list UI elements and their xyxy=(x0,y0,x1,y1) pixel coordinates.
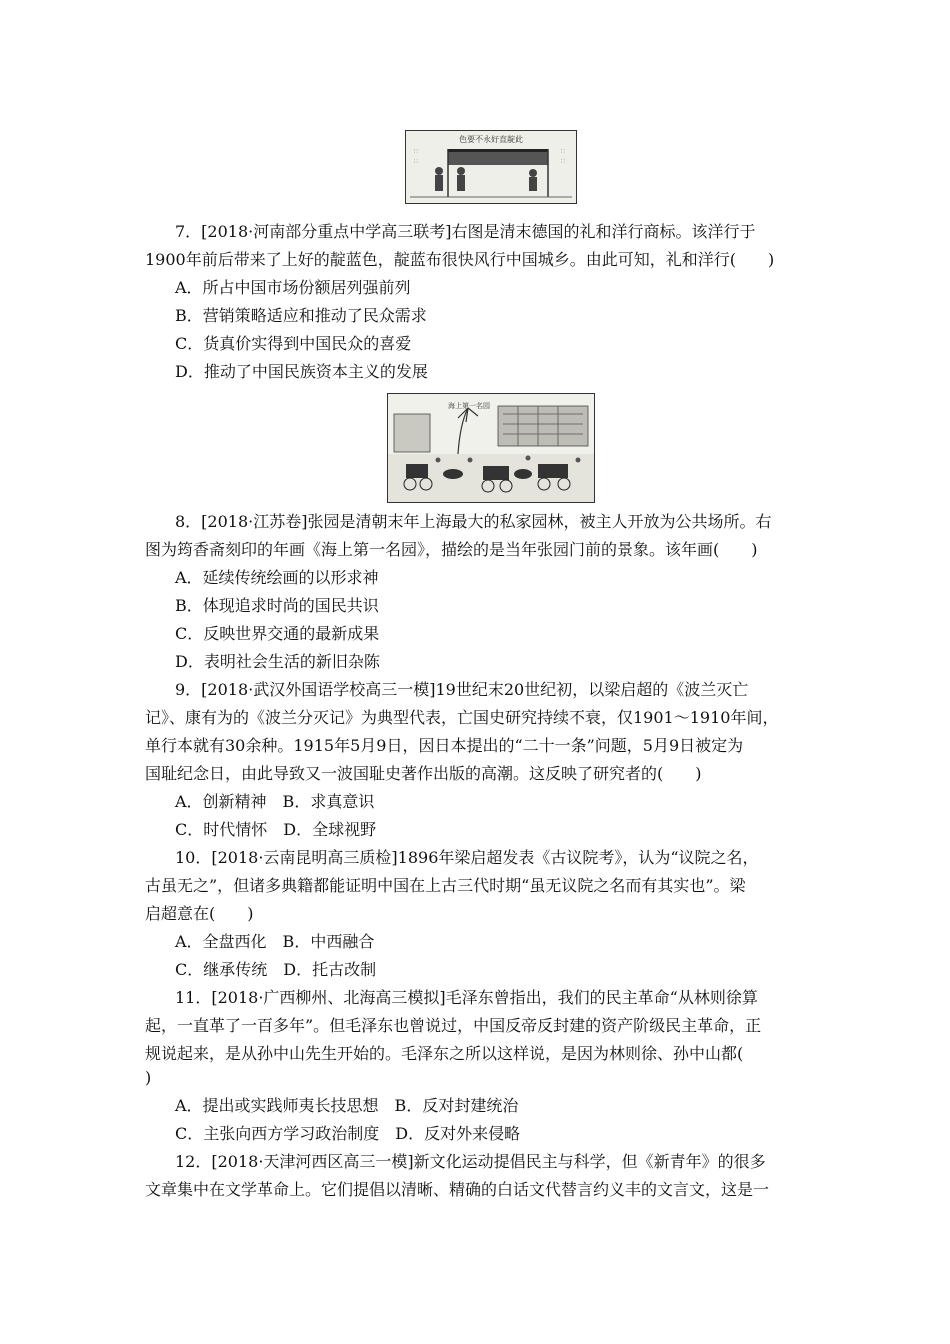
answer-option: A．提出或实践师夷长技思想 B．反对封建统治 xyxy=(175,1096,519,1115)
question-text-line: 古虽无之”，但诸多典籍都能证明中国在上古三代时期“虽无议院之名而有其实也”。梁 xyxy=(145,876,746,895)
question-text-line: 启超意在( ) xyxy=(145,904,254,923)
question-text-line: 记》、康有为的《波兰分灭记》为典型代表，亡国史研究持续不衰，仅1901～1910年间， xyxy=(145,708,779,727)
question-text-line: 1900年前后带来了上好的靛蓝色，靛蓝布很快风行中国城乡。由此可知，礼和洋行( ) xyxy=(145,250,775,269)
answer-option: D．推动了中国民族资本主义的发展 xyxy=(175,362,428,381)
answer-option: D．表明社会生活的新旧杂陈 xyxy=(175,652,380,671)
question-text-line: 国耻纪念日，由此导致又一波国耻史著作出版的高潮。这反映了研究者的( ) xyxy=(145,764,702,783)
new-year-painting-illustration-icon xyxy=(388,394,594,502)
question-text-line: 规说起来，是从孙中山先生开始的。毛泽东之所以这样说，是因为林则徐、孙中山都( xyxy=(145,1044,744,1063)
answer-option: C．时代情怀 D．全球视野 xyxy=(175,820,377,839)
question-text-line: 单行本就有30余种。1915年5月9日，因日本提出的“二十一条”问题，5月9日被定为 xyxy=(145,736,744,755)
question-text-line: 12．[2018·天津河西区高三一模]新文化运动提倡民主与科学，但《新青年》的很多 xyxy=(175,1152,766,1171)
svg-text:∷: ∷ xyxy=(561,158,565,165)
answer-option: A．创新精神 B．求真意识 xyxy=(175,792,375,811)
question-text-line: 10．[2018·云南昆明高三质检]1896年梁启超发表《古议院考》，认为“议院之名， xyxy=(175,848,759,867)
answer-option: A．全盘西化 B．中西融合 xyxy=(175,932,375,951)
svg-text:∷: ∷ xyxy=(414,148,418,155)
trademark-caption: 色要不永好直靛此 xyxy=(459,135,523,144)
painting-caption: 海上第一名园 xyxy=(448,402,490,410)
answer-option: B．体现追求时尚的国民共识 xyxy=(175,596,379,615)
answer-option: A．所占中国市场份额居列强前列 xyxy=(175,278,411,297)
answer-option: C．主张向西方学习政治制度 D．反对外来侵略 xyxy=(175,1124,521,1143)
answer-option: C．继承传统 D．托古改制 xyxy=(175,960,377,979)
question-text-line: 9．[2018·武汉外国语学校高三一模]19世纪末20世纪初，以梁启超的《波兰灭亡 xyxy=(175,680,749,699)
question-text-line: 11．[2018·广西柳州、北海高三模拟]毛泽东曾指出，我们的民主革命“从林则徐算 xyxy=(175,988,758,1007)
trademark-illustration-icon xyxy=(406,131,576,203)
answer-option: C．货真价实得到中国民众的喜爱 xyxy=(175,334,412,353)
question-text-line: 7．[2018·河南部分重点中学高三联考]右图是清末德国的礼和洋行商标。该洋行于 xyxy=(175,222,756,241)
question-text-line: 文章集中在文学革命上。它们提倡以清晰、精确的白话文代替言约义丰的文言文，这是一 xyxy=(145,1180,770,1199)
question-text-line: 起，一直革了一百多年”。但毛泽东也曾说过，中国反帝反封建的资产阶级民主革命，正 xyxy=(145,1016,762,1035)
trademark-figure xyxy=(405,130,577,204)
answer-option: C．反映世界交通的最新成果 xyxy=(175,624,380,643)
answer-option: B．营销策略适应和推动了民众需求 xyxy=(175,306,427,325)
svg-text:∷: ∷ xyxy=(561,148,565,155)
question-text-line: 图为筠香斋刻印的年画《海上第一名园》，描绘的是当年张园门前的景象。该年画( ) xyxy=(145,540,758,559)
question-text-line: ) xyxy=(145,1068,152,1087)
svg-text:∷: ∷ xyxy=(414,158,418,165)
new-year-painting-figure xyxy=(387,393,595,503)
question-text-line: 8．[2018·江苏卷]张园是清朝末年上海最大的私家园林，被主人开放为公共场所。右 xyxy=(175,512,772,531)
answer-option: A．延续传统绘画的以形求神 xyxy=(175,568,379,587)
